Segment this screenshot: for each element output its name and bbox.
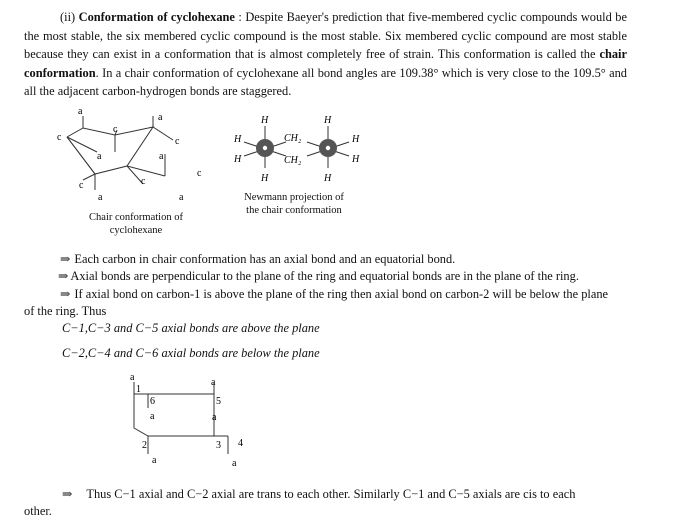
point-3-text-1: If axial bond on carbon-1 is above the plane of the ring then axial bond on carbon-2 will be below the plane bbox=[74, 287, 609, 301]
chair-carbon-label: c bbox=[141, 176, 146, 187]
point-3-line-2: of the ring. Thus bbox=[24, 304, 107, 318]
newman-ch2-label: CH₂ bbox=[284, 155, 302, 166]
intro-bold-term: chair conformation bbox=[24, 47, 627, 80]
implies-arrow: ⇒ bbox=[58, 269, 69, 283]
ring-number-5: 5 bbox=[216, 396, 221, 407]
chair-carbon-label: c bbox=[197, 168, 202, 179]
equation-above: C−1,C−3 and C−5 axial bonds are above the plane bbox=[62, 321, 320, 335]
conclusion-text-1: Thus C−1 axial and C−2 axial are trans to each other. Similarly C−1 and C−5 axials are cis to each bbox=[86, 487, 576, 501]
intro-prefix: (ii) bbox=[60, 10, 79, 24]
chair-axial-label: a bbox=[159, 151, 164, 162]
implies-arrow: ⇒ bbox=[60, 252, 71, 266]
conclusion-line-2: other. bbox=[24, 504, 52, 518]
chair-caption-line-1: Chair conformation of bbox=[89, 212, 183, 223]
chair-axial-label: a bbox=[179, 192, 184, 203]
chair-carbon-label: c bbox=[113, 124, 118, 135]
implies-arrow: ⇒ bbox=[62, 487, 73, 501]
chair-conformation-figure bbox=[55, 104, 215, 214]
point-1 bbox=[60, 251, 455, 268]
newman-h-label: H bbox=[261, 173, 269, 184]
point-1-text: Each carbon in chair conformation has an axial bond and an equatorial bond. bbox=[74, 252, 456, 266]
intro-text-2: . In a chair conformation of cyclohexane all bond angles are 109.38° which is very close to the 109.5° and all the adjacent carbon-hydrogen bonds are staggered. bbox=[24, 65, 627, 98]
newman-caption-line-2: the chair conformation bbox=[246, 205, 342, 216]
newman-ch2-label: CH₂ bbox=[284, 133, 302, 144]
chair-caption bbox=[80, 211, 192, 237]
point-2 bbox=[58, 268, 579, 285]
ring-number-1: 1 bbox=[136, 384, 141, 395]
newman-caption-line-1: Newmann projection of bbox=[244, 192, 344, 203]
intro-text-1: : Despite Baeyer's prediction that five-membered cyclic compounds would be the most stable, the six membered cyclic compound is the most stable. Six membered cyclic compound are most stable because they can exist in a conformation that is almost completely free of strain. This conformation is called the bbox=[24, 10, 627, 61]
implies-arrow: ⇒ bbox=[60, 287, 71, 301]
point-3-line-1 bbox=[60, 286, 608, 303]
ring-axial-label: a bbox=[212, 412, 217, 423]
newman-projection-figure bbox=[228, 112, 368, 190]
chair-carbon-label: c bbox=[79, 180, 84, 191]
point-2-text: Axial bonds are perpendicular to the plane of the ring and equatorial bonds are in the plane of the ring. bbox=[70, 269, 579, 283]
newman-h-label: H bbox=[261, 115, 269, 126]
newman-h-label: H bbox=[352, 134, 360, 145]
ring-axial-label: a bbox=[130, 372, 135, 383]
newman-h-label: H bbox=[324, 173, 332, 184]
newman-h-label: H bbox=[234, 154, 242, 165]
newman-h-label: H bbox=[352, 154, 360, 165]
chair-carbon-label: c bbox=[175, 136, 180, 147]
chair-axial-label: a bbox=[78, 106, 83, 117]
ring-axial-label: a bbox=[211, 377, 216, 388]
numbered-ring-figure bbox=[120, 370, 260, 475]
conclusion-line-1 bbox=[62, 486, 575, 503]
newman-h-label: H bbox=[234, 134, 242, 145]
ring-number-4: 4 bbox=[238, 438, 243, 449]
chair-carbon-label: c bbox=[57, 132, 62, 143]
ring-number-6: 6 bbox=[150, 396, 155, 407]
equation-below: C−2,C−4 and C−6 axial bonds are below the plane bbox=[62, 346, 320, 360]
chair-axial-label: a bbox=[98, 192, 103, 203]
chair-caption-line-2: cyclohexane bbox=[109, 225, 163, 236]
newman-caption bbox=[230, 191, 358, 217]
ring-axial-label: a bbox=[152, 455, 157, 466]
ring-number-2: 2 bbox=[142, 440, 147, 451]
newman-h-label: H bbox=[324, 115, 332, 126]
ring-number-3: 3 bbox=[216, 440, 221, 451]
intro-heading: Conformation of cyclohexane bbox=[78, 10, 235, 24]
chair-axial-label: a bbox=[158, 112, 163, 123]
ring-axial-label: a bbox=[150, 411, 155, 422]
ring-axial-label: a bbox=[232, 458, 237, 469]
chair-axial-label: a bbox=[97, 151, 102, 162]
intro-paragraph bbox=[24, 8, 627, 101]
